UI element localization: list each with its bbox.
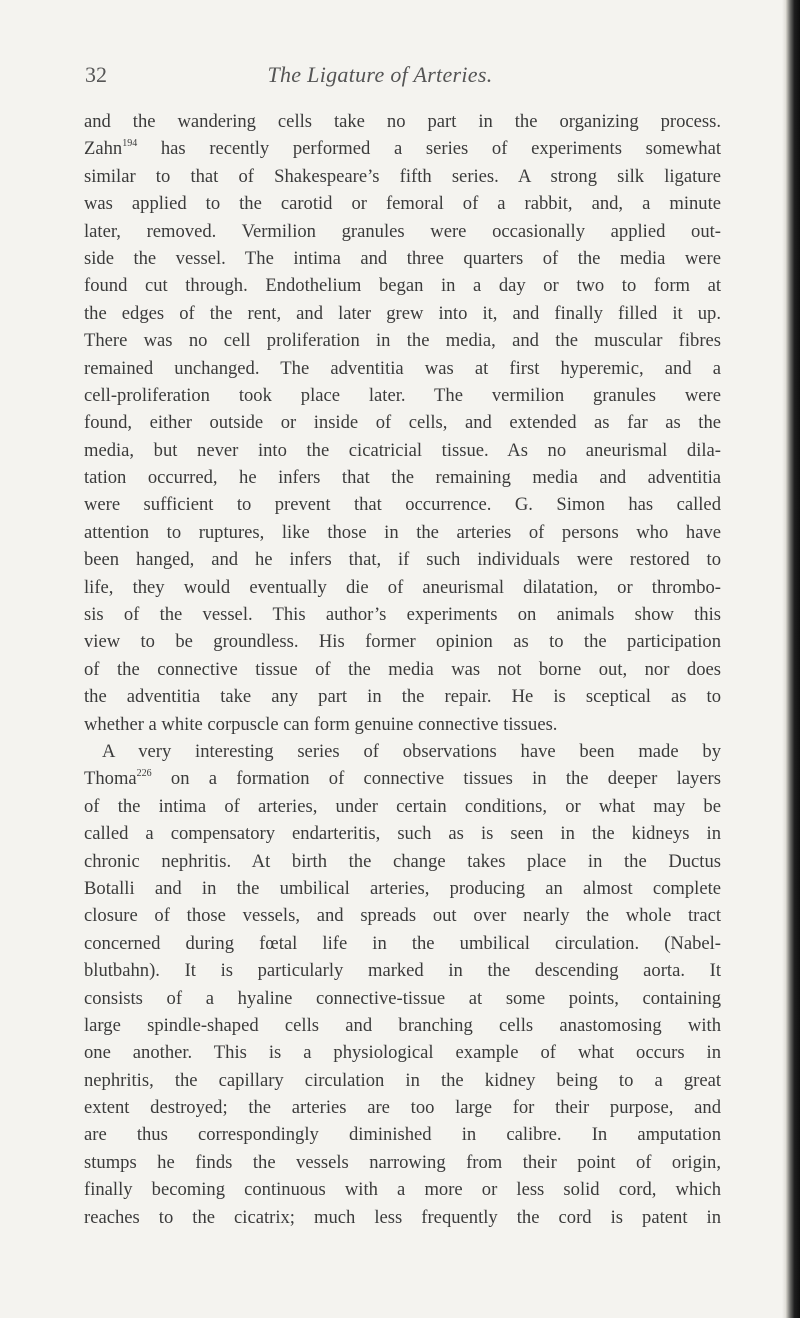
text-line: life, they would eventually die of aneurismal dilatation, or thrombo- xyxy=(84,576,721,598)
reference-superscript: 194 xyxy=(122,138,138,150)
text-line: finally becoming continuous with a more or less solid cord, which xyxy=(84,1179,721,1201)
reference-superscript: 226 xyxy=(136,768,152,780)
text-line: found cut through. Endothelium began in a day or two to form at xyxy=(84,275,721,297)
text-line: media, but never into the cicatricial tissue. As no aneurismal dila- xyxy=(84,439,721,461)
text-line: been hanged, and he infers that, if such individuals were restored to xyxy=(84,549,721,571)
page-header xyxy=(0,62,800,92)
text-line: of the connective tissue of the media was not borne out, nor does xyxy=(84,658,721,680)
text-line: found, either outside or inside of cells, and extended as far as the xyxy=(84,412,721,434)
text-line: chronic nephritis. At birth the change takes place in the Ductus xyxy=(84,850,721,872)
body-text xyxy=(84,108,721,1231)
text-line: are thus correspondingly diminished in calibre. In amputation xyxy=(84,1124,721,1146)
text-line: sis of the vessel. This author’s experiments on animals show this xyxy=(84,604,721,626)
running-title: The Ligature of Arteries. xyxy=(267,62,493,87)
text-line: extent destroyed; the arteries are too large for their purpose, and xyxy=(84,1097,721,1119)
author-name: Zahn xyxy=(84,138,123,160)
text-line: reaches to the cicatrix; much less frequently the cord is patent in xyxy=(84,1206,721,1228)
text-line: the adventitia take any part in the repair. He is sceptical as to xyxy=(84,686,721,708)
book-spine-edge xyxy=(786,0,800,1318)
text-line: nephritis, the capillary circulation in the kidney being to a great xyxy=(84,1069,721,1091)
text-line: of the intima of arteries, under certain conditions, or what may be xyxy=(84,795,721,817)
text-line: whether a white corpuscle can form genuine connective tissues. xyxy=(84,713,558,735)
text-line: the edges of the rent, and later grew into it, and finally filled it up. xyxy=(84,302,721,324)
text-line: tation occurred, he infers that the remaining media and adventitia xyxy=(84,467,721,489)
text-line: were sufficient to prevent that occurrence. G. Simon has called xyxy=(84,494,721,516)
text-line: blutbahn). It is particularly marked in the descending aorta. It xyxy=(84,960,721,982)
text-line: remained unchanged. The adventitia was at first hyperemic, and a xyxy=(84,357,721,379)
text-line xyxy=(84,135,721,162)
page-number: 32 xyxy=(85,62,107,87)
text-line: view to be groundless. His former opinion as to the participation xyxy=(84,631,721,653)
line-text: has recently performed a series of experiments somewhat xyxy=(137,138,721,160)
text-line xyxy=(84,765,721,792)
text-line: consists of a hyaline connective-tissue at some points, containing xyxy=(84,987,721,1009)
text-line: Botalli and in the umbilical arteries, producing an almost complete xyxy=(84,877,721,899)
line-text: on a formation of connective tissues in the deeper layers xyxy=(151,768,721,790)
text-line: closure of those vessels, and spreads out over nearly the whole tract xyxy=(84,905,721,927)
text-line: and the wandering cells take no part in the organizing process. xyxy=(84,111,721,132)
text-line: one another. This is a physiological example of what occurs in xyxy=(84,1042,721,1064)
text-line: stumps he finds the vessels narrowing from their point of origin, xyxy=(84,1151,721,1173)
text-line: side the vessel. The intima and three quarters of the media were xyxy=(84,247,721,269)
text-line: large spindle-shaped cells and branching cells anastomosing with xyxy=(84,1014,721,1036)
text-line: A very interesting series of observations have been made by xyxy=(102,740,721,762)
text-line: similar to that of Shakespeare’s fifth series. A strong silk ligature xyxy=(84,165,721,187)
text-line: called a compensatory endarteritis, such as is seen in the kidneys in xyxy=(84,823,721,845)
text-line: concerned during fœtal life in the umbilical circulation. (Nabel- xyxy=(84,932,721,954)
text-line: attention to ruptures, like those in the arteries of persons who have xyxy=(84,521,721,543)
text-line: later, removed. Vermilion granules were occasionally applied out- xyxy=(84,220,721,242)
text-line: There was no cell proliferation in the media, and the muscular fibres xyxy=(84,330,721,352)
text-line: was applied to the carotid or femoral of a rabbit, and, a minute xyxy=(84,193,721,215)
author-name: Thoma xyxy=(84,768,137,790)
text-line: cell-proliferation took place later. The vermilion granules were xyxy=(84,384,721,406)
